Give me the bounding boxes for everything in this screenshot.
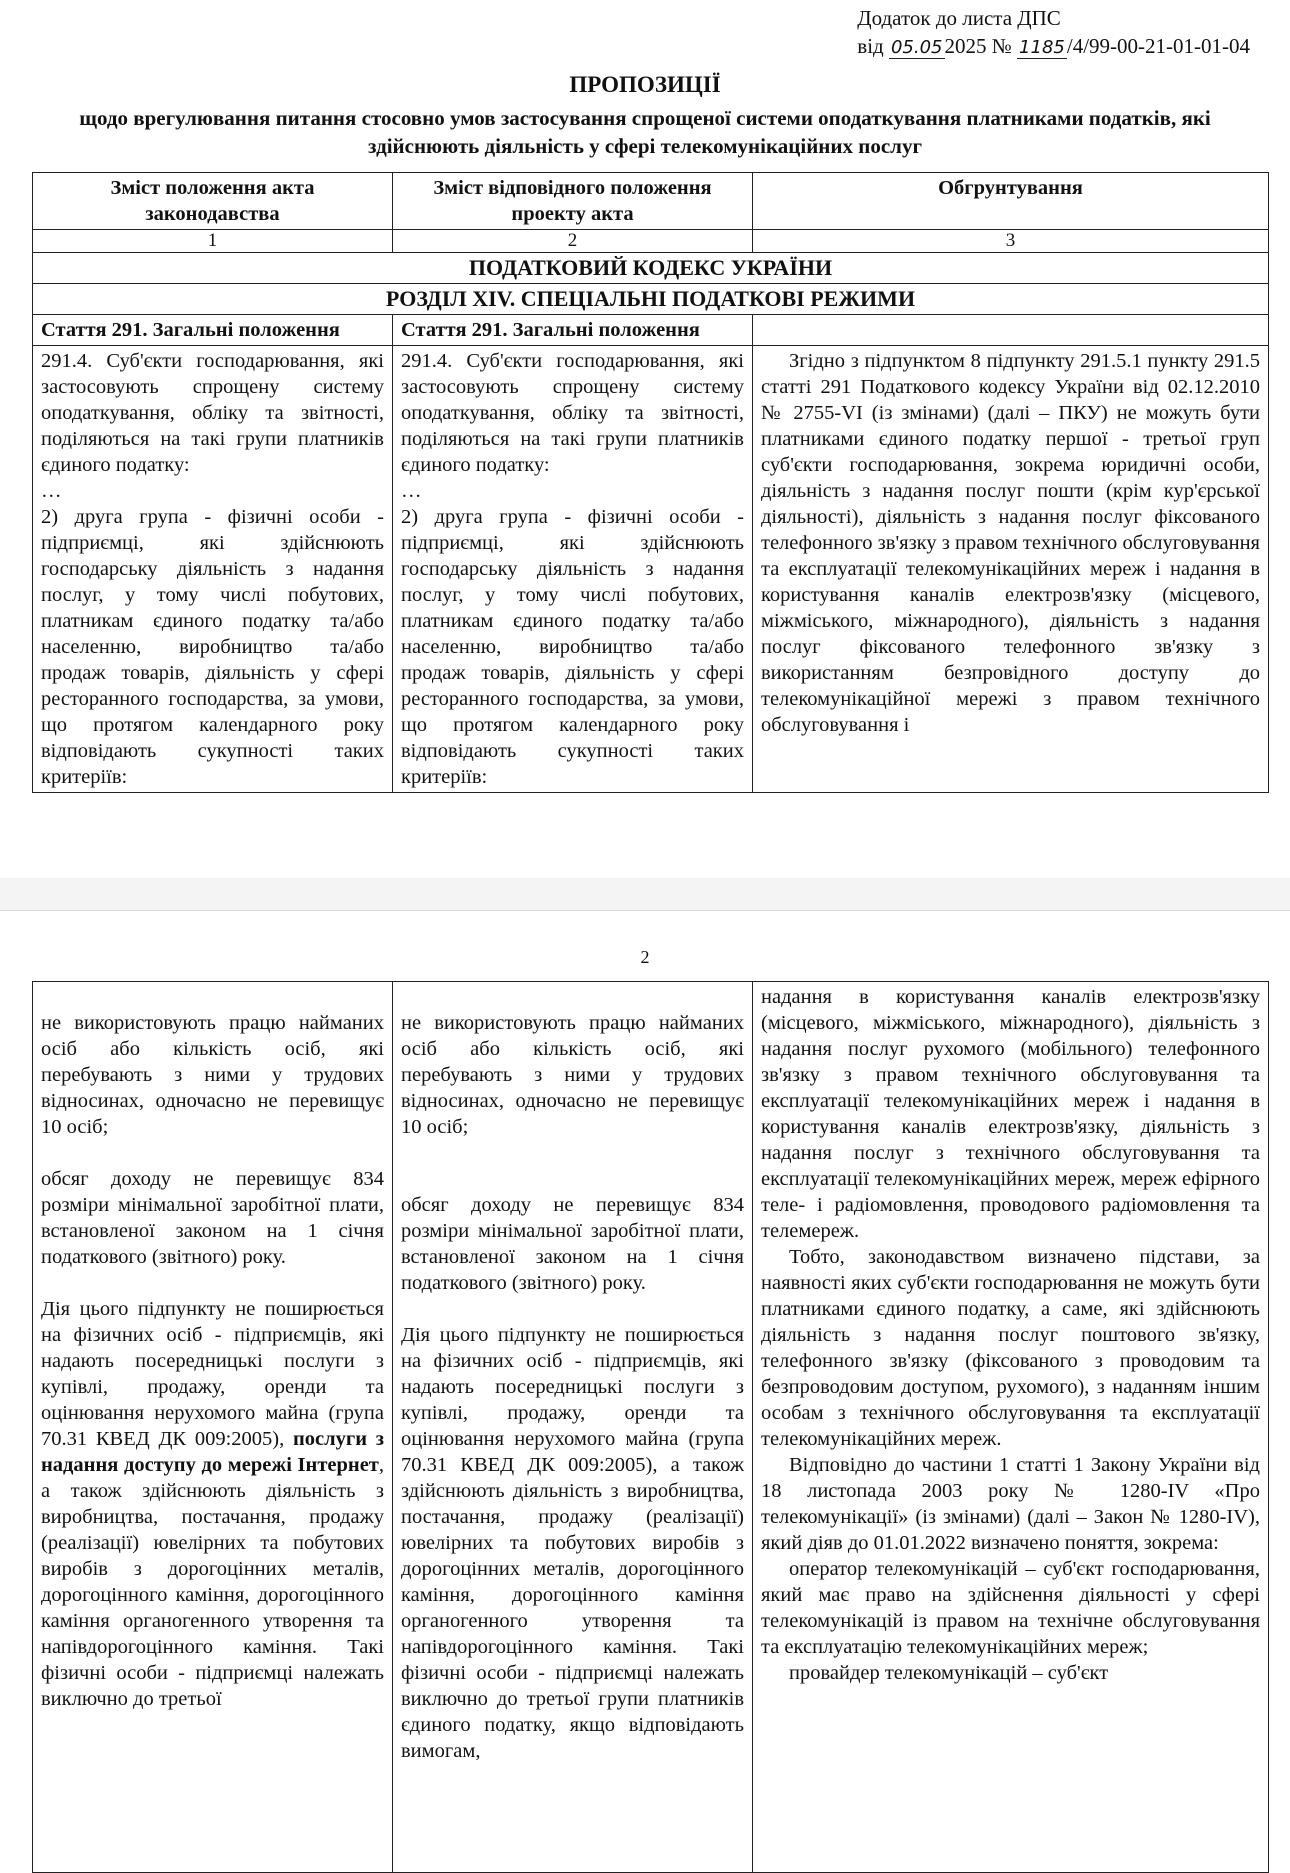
table-row (33, 982, 1269, 1873)
page-number: 2 (640, 947, 650, 967)
col-number: 2 (393, 230, 753, 253)
justification-text: Згідно з підпунктом 8 підпункту 291.5.1 пункту 291.5 статті 291 Податкового кодексу України від 02.12.2010 № 2755-VI (із змінами) (далі – ПКУ) не можуть бути платниками єдиного податку першої - третьої груп суб'єкти господарювання, зокрема юридичні особи, діяльність з надання послуг пошти (крім кур'єрської діяльності), діяльність з надання послуг фіксованого телефонного зв'язку з правом технічного обслуговування та експлуатації телекомунікаційних мереж і надання в користування каналів електрозв'язку (місцевого, міжміського, міжнародного), діяльність з надання послуг фіксованого телефонного зв'язку з використанням безпровідного доступу до телекомунікаційної мережі з правом технічного обслуговування і (753, 346, 1269, 793)
article-row (33, 315, 1269, 346)
part-title: РОЗДІЛ XIV. СПЕЦІАЛЬНІ ПОДАТКОВІ РЕЖИМИ (33, 284, 1269, 315)
proposals-table (32, 172, 1269, 793)
col-number: 3 (753, 230, 1269, 253)
page-gap (0, 878, 1290, 910)
current-provision-text: не використовують працю найманих осіб або кількість осіб, які перебувають з ними у трудових відносинах, одночасно не перевищує 10 осіб; обсяг доходу не перевищує 834 розміри мінімальної заробітної плати, встановленої законом на 1 січня податкового (звітного) року. Дія цього підпункту не поширюється на фізичних осіб - підприємців, які надають посередницькі послуги з купівлі, продажу, оренди та оцінювання нерухомого майна (група 70.31 КВЕД ДК 009:2005), послуги з надання доступу до мережі Інтернет, а також здійснюють діяльність з виробництва, постачання, продажу (реалізації) ювелірних та побутових виробів з дорогоцінних металів, дорогоцінного каміння, дорогоцінного каміння органогенного утворення та напівдорогоцінного каміння. Такі фізичні особи - підприємці належать виключно до третьої (33, 982, 393, 1873)
col3-header: Обгрунтування (753, 173, 1269, 230)
table-header-row (33, 173, 1269, 230)
empty-cell (753, 315, 1269, 346)
addendum-line2: від 05.052025 № 1185/4/99-00-21-01-01-04 (857, 34, 1250, 58)
handwritten-date: 05.05 (890, 37, 943, 58)
code-title: ПОДАТКОВИЙ КОДЕКС УКРАЇНИ (33, 253, 1269, 284)
column-number-row (33, 230, 1269, 253)
handwritten-number: 1185 (1019, 37, 1065, 58)
document-page-2 (0, 910, 1290, 1850)
proposed-provision-text: 291.4. Суб'єкти господарювання, які застосовують спрощену систему оподаткування, обліку та звітності, поділяються на такі групи платників єдиного податку: … 2) друга група - фізичні особи - підприємці, які здійснюють господарську діяльність з надання послуг, у тому числі побутових, платникам єдиного податку та/або населенню, виробництво та/або продаж товарів, діяльність у сфері ресторанного господарства, за умови, що протягом календарного року відповідають сукупності таких критеріїв: (393, 346, 753, 793)
current-provision-text: 291.4. Суб'єкти господарювання, які застосовують спрощену систему оподаткування, обліку та звітності, поділяються на такі групи платників єдиного податку: … 2) друга група - фізичні особи - підприємці, які здійснюють господарську діяльність з надання послуг, у тому числі побутових, платникам єдиного податку та/або населенню, виробництво та/або продаж товарів, діяльність у сфері ресторанного господарства, за умови, що протягом календарного року відповідають сукупності таких критеріїв: (33, 346, 393, 793)
document-subtitle: щодо врегулювання питання стосовно умов застосування спрощеної системи оподаткування платниками податків, які здійснюють діяльність у сфері телекомунікаційних послуг (79, 106, 1211, 158)
proposals-table-continued (32, 981, 1269, 1873)
proposed-provision-text: не використовують працю найманих осіб або кількість осіб, які перебувають з ними у трудових відносинах, одночасно не перевищує 10 осіб; обсяг доходу не перевищує 834 розміри мінімальної заробітної плати, встановленої законом на 1 січня податкового (звітного) року. Дія цього підпункту не поширюється на фізичних осіб - підприємців, які надають посередницькі послуги з купівлі, продажу, оренди та оцінювання нерухомого майна (група 70.31 КВЕД ДК 009:2005), а також здійснюють діяльність з виробництва, постачання, продажу (реалізації) ювелірних та побутових виробів з дорогоцінних металів, дорогоцінного каміння, дорогоцінного каміння органогенного утворення та напівдорогоцінного каміння. Такі фізичні особи - підприємці належать виключно до третьої групи платників єдиного податку, якщо відповідають вимогам, (393, 982, 753, 1873)
document-page-1 (0, 0, 1290, 878)
justification-text: надання в користування каналів електрозв'язку (місцевого, міжміського, міжнародного), діяльність з надання послуг рухомого (мобільного) телефонного зв'язку з правом технічного обслуговування та експлуатації телекомунікаційних мереж і надання в користування каналів електрозв'язку, діяльність з надання послуг з технічного обслуговування та експлуатації телекомунікаційних мереж, мереж ефірного теле- і радіомовлення, проводового радіомовлення та телемереж. Тобто, законодавством визначено підстави, за наявності яких суб'єкти господарювання не можуть бути платниками єдиного податку, а саме, які здійснюють діяльність з надання послуг поштового зв'язку, телефонного зв'язку (фіксованого з проводовим та безпроводовим доступом, рухомого), з наданням іншим особам з технічного обслуговування та експлуатації телекомунікаційних мереж. Відповідно до частини 1 статті 1 Закону України від 18 листопада 2003 року № 1280-IV «Про телекомунікації» (із змінами) (далі – Закон № 1280-IV), який діяв до 01.01.2022 визначено поняття, зокрема: оператор телекомунікацій – суб'єкт господарювання, який має право на здійснення діяльності у сфері телекомунікацій із правом на технічне обслуговування та експлуатацію телекомунікаційних мереж; провайдер телекомунікацій – суб'єкт (753, 982, 1269, 1873)
col2-header: Зміст відповідного положення проекту акта (393, 173, 753, 230)
highlighted-text: послуги з надання доступу до мережі Інтернет (41, 1428, 384, 1476)
addendum-line1: Додаток до листа ДПС (857, 6, 1061, 30)
section-row (33, 253, 1269, 284)
col-number: 1 (33, 230, 393, 253)
article-heading: Стаття 291. Загальні положення (393, 315, 753, 346)
section-row (33, 284, 1269, 315)
article-heading: Стаття 291. Загальні положення (33, 315, 393, 346)
addendum-stamp (857, 4, 1250, 62)
col1-header: Зміст положення акта законодавства (33, 173, 393, 230)
table-row (33, 346, 1269, 793)
document-title: ПРОПОЗИЦІЇ (569, 72, 721, 97)
